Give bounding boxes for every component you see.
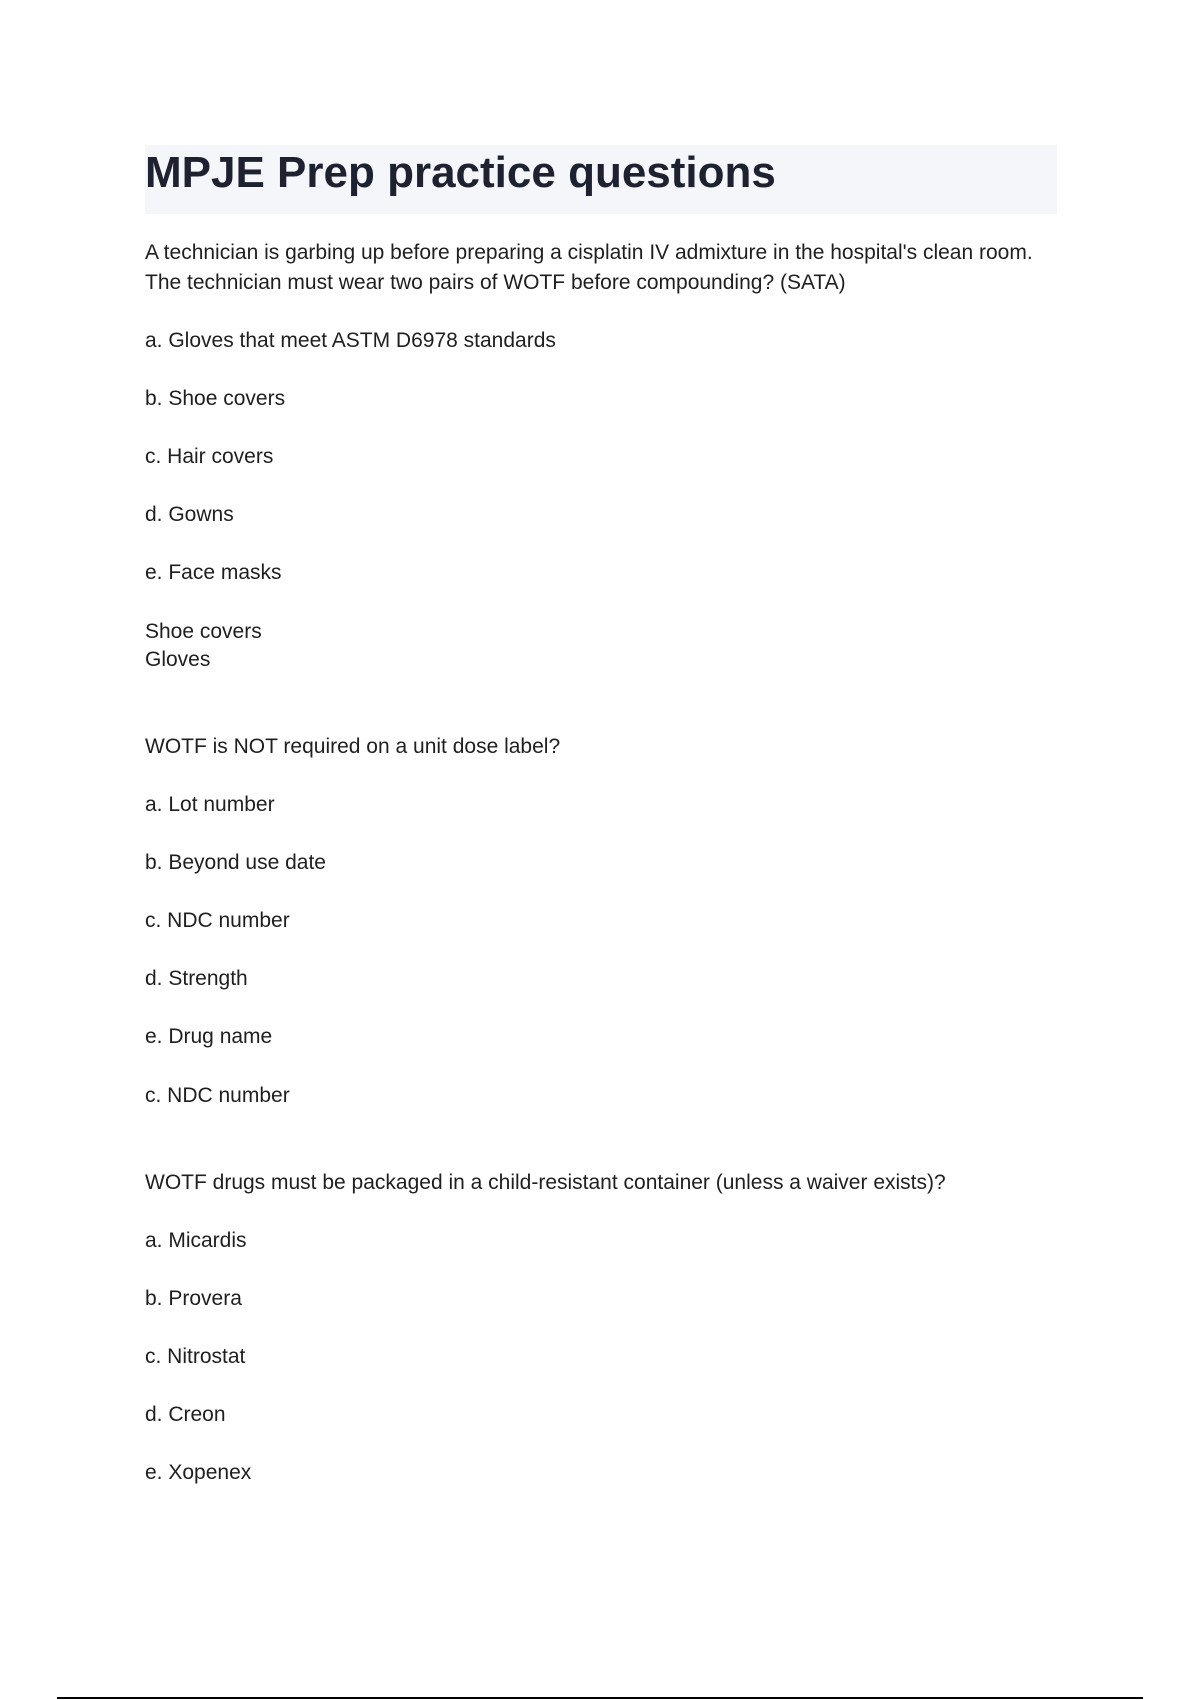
answer-line: Gloves xyxy=(145,648,211,671)
footer-divider xyxy=(57,1697,1143,1699)
answer-option: a. Gloves that meet ASTM D6978 standards xyxy=(145,329,556,352)
answer-option: a. Lot number xyxy=(145,793,275,816)
question-stem: A technician is garbing up before preparing a cisplatin IV admixture in the hospital's clean room. The technician must wear two pairs of WOTF before compounding? (SATA) xyxy=(145,241,1033,294)
question-3 xyxy=(145,1168,1045,1488)
question-1 xyxy=(145,238,1045,674)
title-banner xyxy=(145,145,1057,214)
answer-line: Shoe covers xyxy=(145,620,262,643)
answer-option: b. Shoe covers xyxy=(145,387,286,410)
answer-option: d. Strength xyxy=(145,967,248,990)
correct-answer xyxy=(145,618,1045,674)
answer-option: c. NDC number xyxy=(145,909,290,932)
page-title: MPJE Prep practice questions xyxy=(145,148,776,197)
question-stem: WOTF drugs must be packaged in a child-resistant container (unless a waiver exists)? xyxy=(145,1171,946,1194)
answer-option: d. Creon xyxy=(145,1403,226,1426)
answer-line: c. NDC number xyxy=(145,1084,290,1107)
answer-option: b. Beyond use date xyxy=(145,851,326,874)
answer-option: c. Hair covers xyxy=(145,445,274,468)
question-stem: WOTF is NOT required on a unit dose label? xyxy=(145,735,561,758)
answer-option: e. Face masks xyxy=(145,561,282,584)
questions-content xyxy=(145,238,1045,1488)
question-2 xyxy=(145,732,1045,1110)
answer-option: b. Provera xyxy=(145,1287,242,1310)
answer-option: e. Drug name xyxy=(145,1025,273,1048)
answer-option: e. Xopenex xyxy=(145,1461,252,1484)
correct-answer xyxy=(145,1082,1045,1110)
answer-option: d. Gowns xyxy=(145,503,234,526)
answer-option: c. Nitrostat xyxy=(145,1345,246,1368)
answer-option: a. Micardis xyxy=(145,1229,247,1252)
